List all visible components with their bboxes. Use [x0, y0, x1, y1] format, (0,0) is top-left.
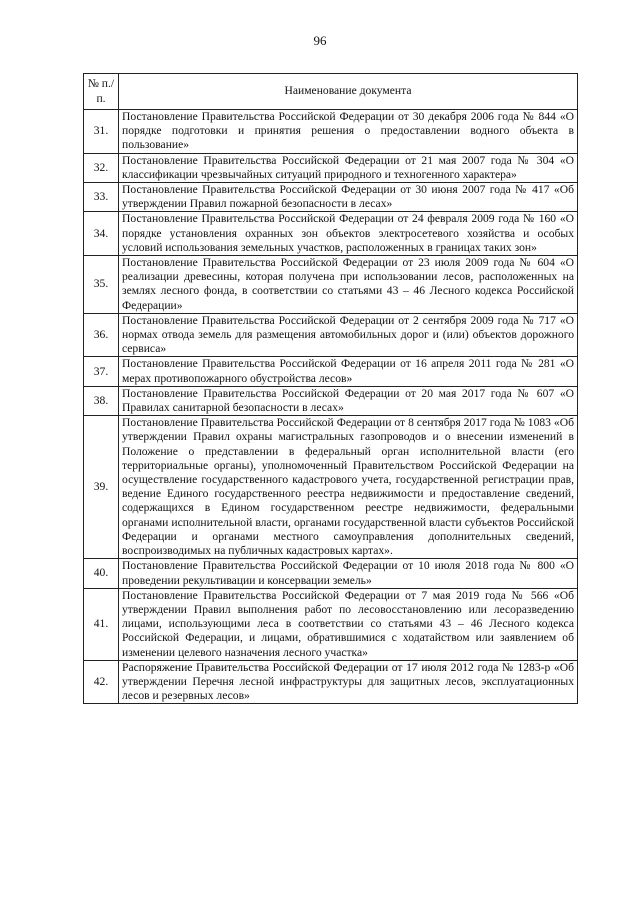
- row-number: 34.: [84, 212, 119, 256]
- table-row: [84, 313, 578, 357]
- document-name: Постановление Правительства Российской Федерации от 7 мая 2019 года № 566 «Об утверждении Правил выполнения работ по лесовосстановлению или лесоразведению лицами, использующими леса в соответствии со статьями 43 – 46 Лесного кодекса Российской Федерации, и лицами, обратившимися с ходатайством или заявлением об изменении целевого назначения лесного участка»: [119, 588, 578, 660]
- table-header-row: [84, 74, 578, 110]
- document-name: Постановление Правительства Российской Федерации от 23 июля 2009 года № 604 «О реализации древесины, которая получена при использовании лесов, расположенных на землях лесного фонда, в соответствии со статьями 43 – 46 Лесного кодекса Российской Федерации»: [119, 256, 578, 314]
- table-row: [84, 416, 578, 559]
- row-number: 36.: [84, 313, 119, 357]
- document-name: Постановление Правительства Российской Федерации от 2 сентября 2009 года № 717 «О нормах отвода земель для размещения автомобильных дорог и (или) объектов дорожного сервиса»: [119, 313, 578, 357]
- document-name: Постановление Правительства Российской Федерации от 10 июля 2018 года № 800 «О проведении рекультивации и консервации земель»: [119, 559, 578, 588]
- document-name: Постановление Правительства Российской Федерации от 8 сентября 2017 года № 1083 «Об утверждении Правил охраны магистральных газопроводов и о внесении изменений в Положение о представлении в федеральный орган исполнительной власти (его территориальные органы), уполномоченный Правительством Российской Федерации на осуществление государственного кадастрового учета, государственной регистрации прав, ведение Единого государственного реестра недвижимости и предоставление сведений, содержащихся в Едином государственном реестре недвижимости, федеральными органами исполнительной власти, органами государственной власти субъектов Российской Федерации и органами местного самоуправления дополнительных сведений, воспроизводимых на публичных кадастровых картах».: [119, 416, 578, 559]
- table-row: [84, 153, 578, 182]
- page-number: 96: [313, 33, 327, 48]
- row-number: 35.: [84, 256, 119, 314]
- table-row: [84, 386, 578, 415]
- row-number: 38.: [84, 386, 119, 415]
- document-name: Распоряжение Правительства Российской Федерации от 17 июля 2012 года № 1283-р «Об утверждении Перечня лесной инфраструктуры для защитных лесов, эксплуатационных лесов и резервных лесов»: [119, 660, 578, 704]
- column-header-number: № п./п.: [84, 74, 119, 110]
- table-row: [84, 588, 578, 660]
- table-row: [84, 357, 578, 386]
- document-name: Постановление Правительства Российской Федерации от 20 мая 2017 года № 607 «О Правилах санитарной безопасности в лесах»: [119, 386, 578, 415]
- column-header-name: Наименование документа: [119, 74, 578, 110]
- document-name: Постановление Правительства Российской Федерации от 16 апреля 2011 года № 281 «О мерах противопожарного обустройства лесов»: [119, 357, 578, 386]
- document-name: Постановление Правительства Российской Федерации от 30 декабря 2006 года № 844 «О порядке подготовки и принятия решения о предоставлении водного объекта в пользование»: [119, 110, 578, 154]
- row-number: 31.: [84, 110, 119, 154]
- table-row: [84, 559, 578, 588]
- document-name: Постановление Правительства Российской Федерации от 30 июня 2007 года № 417 «Об утверждении Правил пожарной безопасности в лесах»: [119, 183, 578, 212]
- row-number: 41.: [84, 588, 119, 660]
- table-row: [84, 660, 578, 704]
- document-name: Постановление Правительства Российской Федерации от 24 февраля 2009 года № 160 «О порядке установления охранных зон объектов электросетевого хозяйства и особых условий использования земельных участков, расположенных в границах таких зон»: [119, 212, 578, 256]
- row-number: 37.: [84, 357, 119, 386]
- row-number: 40.: [84, 559, 119, 588]
- row-number: 39.: [84, 416, 119, 559]
- documents-table: [83, 73, 578, 704]
- row-number: 33.: [84, 183, 119, 212]
- row-number: 42.: [84, 660, 119, 704]
- table-row: [84, 256, 578, 314]
- row-number: 32.: [84, 153, 119, 182]
- document-name: Постановление Правительства Российской Федерации от 21 мая 2007 года № 304 «О классификации чрезвычайных ситуаций природного и техногенного характера»: [119, 153, 578, 182]
- table-body: [84, 110, 578, 704]
- table-row: [84, 212, 578, 256]
- table-row: [84, 110, 578, 154]
- table-row: [84, 183, 578, 212]
